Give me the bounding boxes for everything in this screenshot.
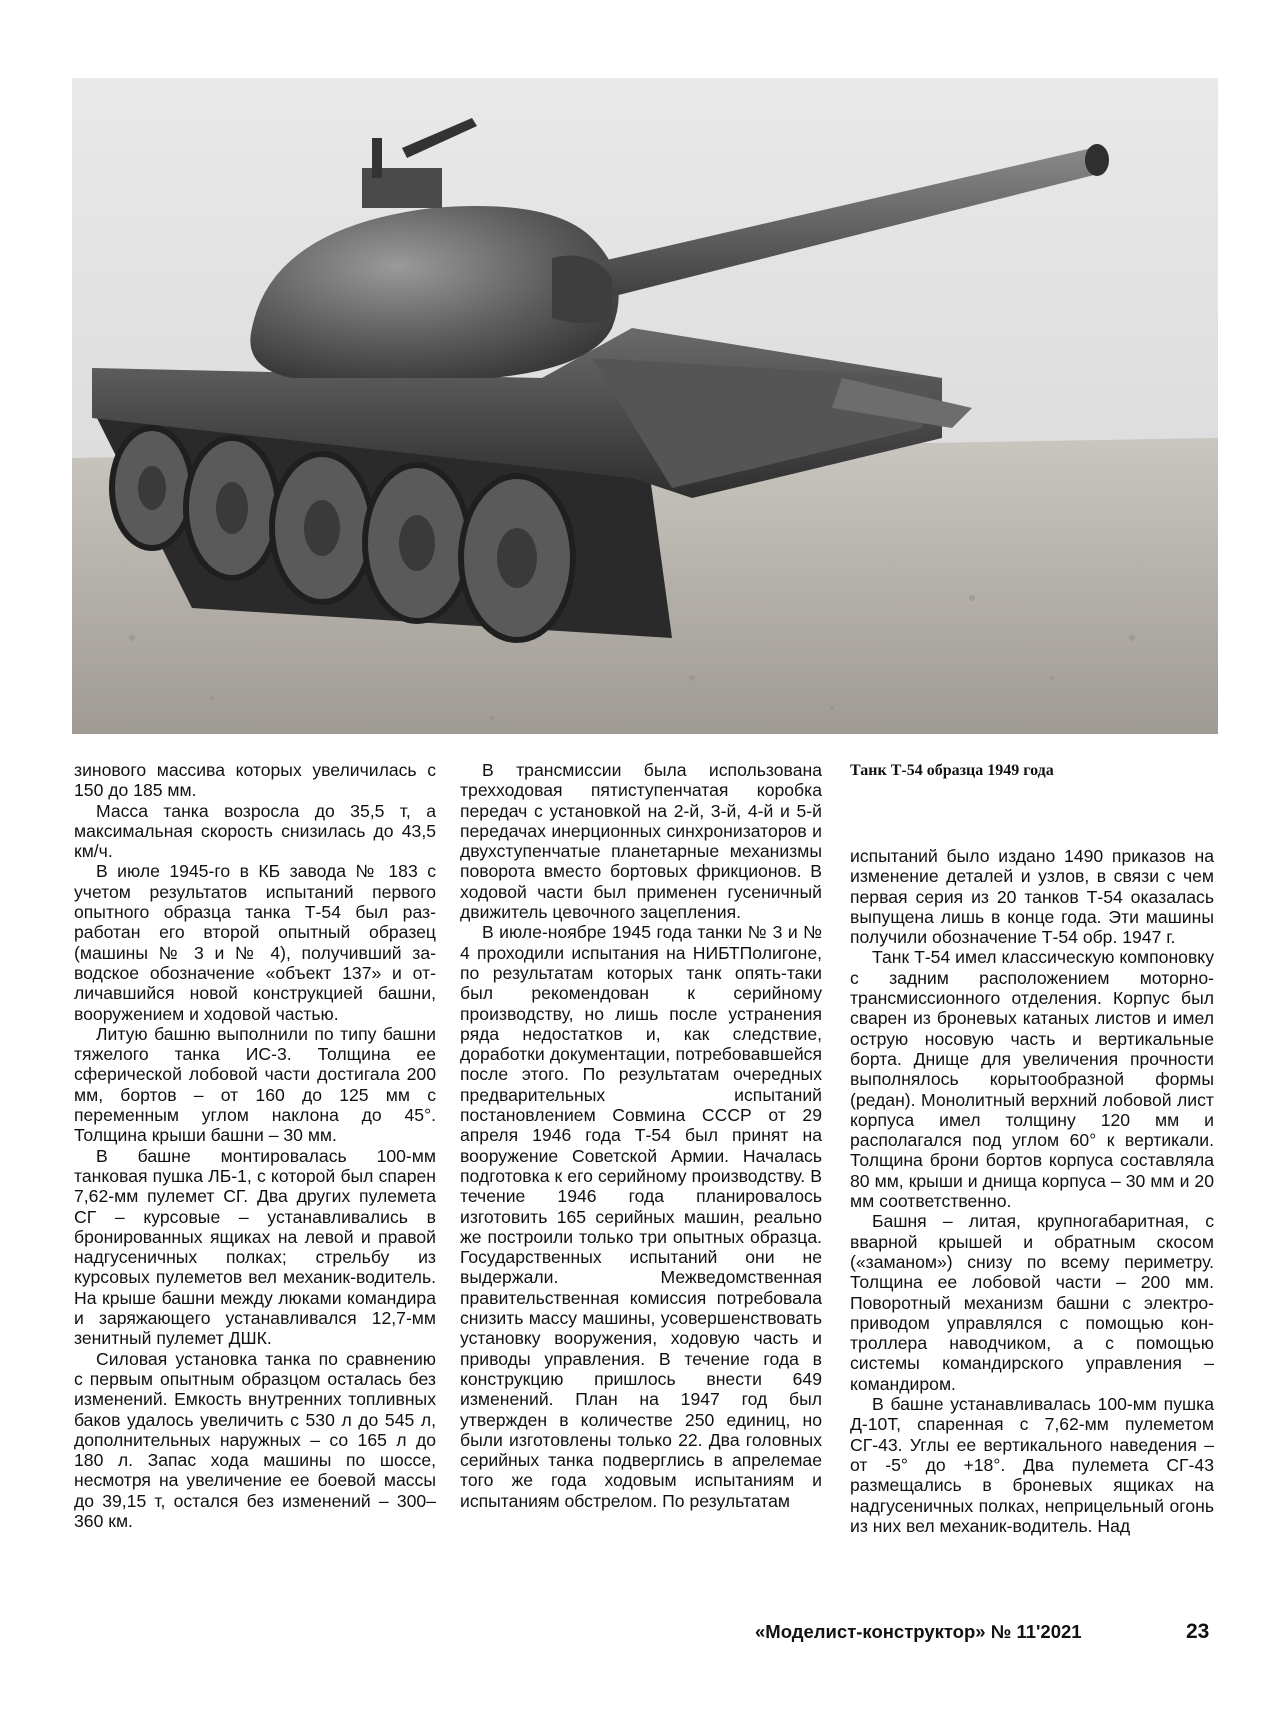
paragraph: Масса танка возросла до 35,5 т, а максимальная скорость снизилась до 43,5 км/ч. (74, 800, 436, 862)
paragraph: В июле 1945-го в КБ завода № 183 с учетом результатов испытаний первого опытного образца танка Т-54 был разработан его второй опытный образец (машины № 3 и № 4), получивший заводское обозначение «объект 137» и отличавшийся новой конструкцией башни, вооружением и ходовой частью. (74, 861, 436, 1024)
text-column-2 (460, 760, 822, 1511)
tank-photo-icon (72, 78, 1218, 734)
photo-caption: Танк Т-54 образца 1949 года (850, 762, 1054, 779)
paragraph: В башне устанавливалась 100-мм пушка Д-10Т, спаренная с 7,62-мм пулеметом СГ-43. Углы ее вертикального наведения – от -5° до +18°. Два пулемета СГ-43 размещались в броневых ящиках на надгусеничных полках, неприцельный огонь из них вел механик-водитель. Над (850, 1394, 1214, 1536)
paragraph: Башня – литая, крупногабаритная, с вварной крышей и обратным скосом («заманом») снизу по всему периметру. Толщина ее лобовой части – 200 мм. Поворотный механизм башни с электроприводом управлялся с помощью контроллера наводчиком, а с помощью системы командирского управления – командиром. (850, 1211, 1214, 1394)
paragraph: зинового массива которых увеличилась с 150 до 185 мм. (74, 760, 436, 801)
paragraph: Силовая установка танка по сравнению с первым опытным образцом осталась без изменений. Емкость внутренних топливных баков удалось увеличить с 530 л до 545 л, дополнительных наружных – со 165 л до 180 л. Запас хода машины по шоссе, несмотря на увеличение ее боевой массы до 39,15 т, остался без изменений – 300–360 км. (74, 1348, 436, 1531)
tank-illustration (72, 78, 1218, 734)
text-column-3 (850, 846, 1214, 1536)
text-column-1 (74, 760, 436, 1531)
paragraph: Литую башню выполнили по типу башни тяжелого танка ИС-3. Толщина ее сферической лобовой части достигала 200 мм, бортов – от 160 до 125 мм с переменным углом наклона до 45°. Толщина крыши башни – 30 мм. (74, 1023, 436, 1146)
magazine-title: «Моделист-конструктор» № 11'2021 (755, 1621, 1082, 1642)
page-number: 23 (1186, 1620, 1210, 1643)
paragraph: В башне монтировалась 100-мм танковая пушка ЛБ-1, с которой был спарен 7,62-мм пулемет СГ. Два других пулемета СГ – курсовые – устанавливались в бронированных ящиках на левой и правой надгусеничных полках; стрельбу из курсовых пулеметов вел механик-водитель. На крыше башни между люками командира и заряжающего устанавливался 12,7-мм зенитный пулемет ДШК. (74, 1145, 436, 1349)
paragraph: Танк Т-54 имел классическую компоновку с задним расположением моторнотрансмиссионного отделения. Корпус был сварен из броневых катаных листов и имел острую носовую часть и вертикальные борта. Днище для увеличения прочности выполнялось корытообразной формы (редан). Монолитный верхний лобовой лист корпуса имел толщину 120 мм и располагался под углом 60° к вертикали. Толщина брони бортов корпуса составляла 80 мм, крыши и днища корпуса – 30 мм и 20 мм соответственно. (850, 947, 1214, 1212)
paragraph: В трансмиссии была использована трехходовая пятиступенчатая коробка передач с установкой на 2-й, 3-й, 4-й и 5-й передачах инерционных синхронизаторов и двухступенчатые планетарные механизмы поворота вместо бортовых фрикционов. В ходовой части был применен гусеничный движитель цевочного зацепления. (460, 760, 822, 923)
paragraph: В июле-ноябре 1945 года танки № 3 и № 4 проходили испытания на НИБТПолигоне, по результатам которых танк опять-таки был рекомендован к серийному производству, но лишь после устранения ряда недостатков и, как следствие, доработки документации, потребовавшейся после этого. По результатам очередных предварительных испытаний постановлением Совмина СССР от 29 апреля 1946 года Т-54 был принят на вооружение Советской Армии. Началась подготовка к его серийному производству. В течение 1946 года планировалось изготовить 165 серийных машин, реально же построили только три опытных образца. Государственных испытаний они не выдержали. Межведомственная правительственная комиссия потребовала снизить массу машины, усовершенствовать установку вооружения, ходовую часть и приводы управления. В течение года в конструкцию пришлось внести 649 изменений. План на 1947 год был утвержден в количестве 250 единиц, но были изготовлены только 22. Два головных серийных танка подверглись в апрелемае того же года ходовым испытаниям и испытаниям обстрелом. По результатам (460, 922, 822, 1511)
paragraph: испытаний было издано 1490 приказов на изменение деталей и узлов, в связи с чем первая серия из 20 танков Т-54 оказалась выпущена лишь в конце года. Эти машины получили обозначение Т-54 обр. 1947 г. (850, 846, 1214, 948)
